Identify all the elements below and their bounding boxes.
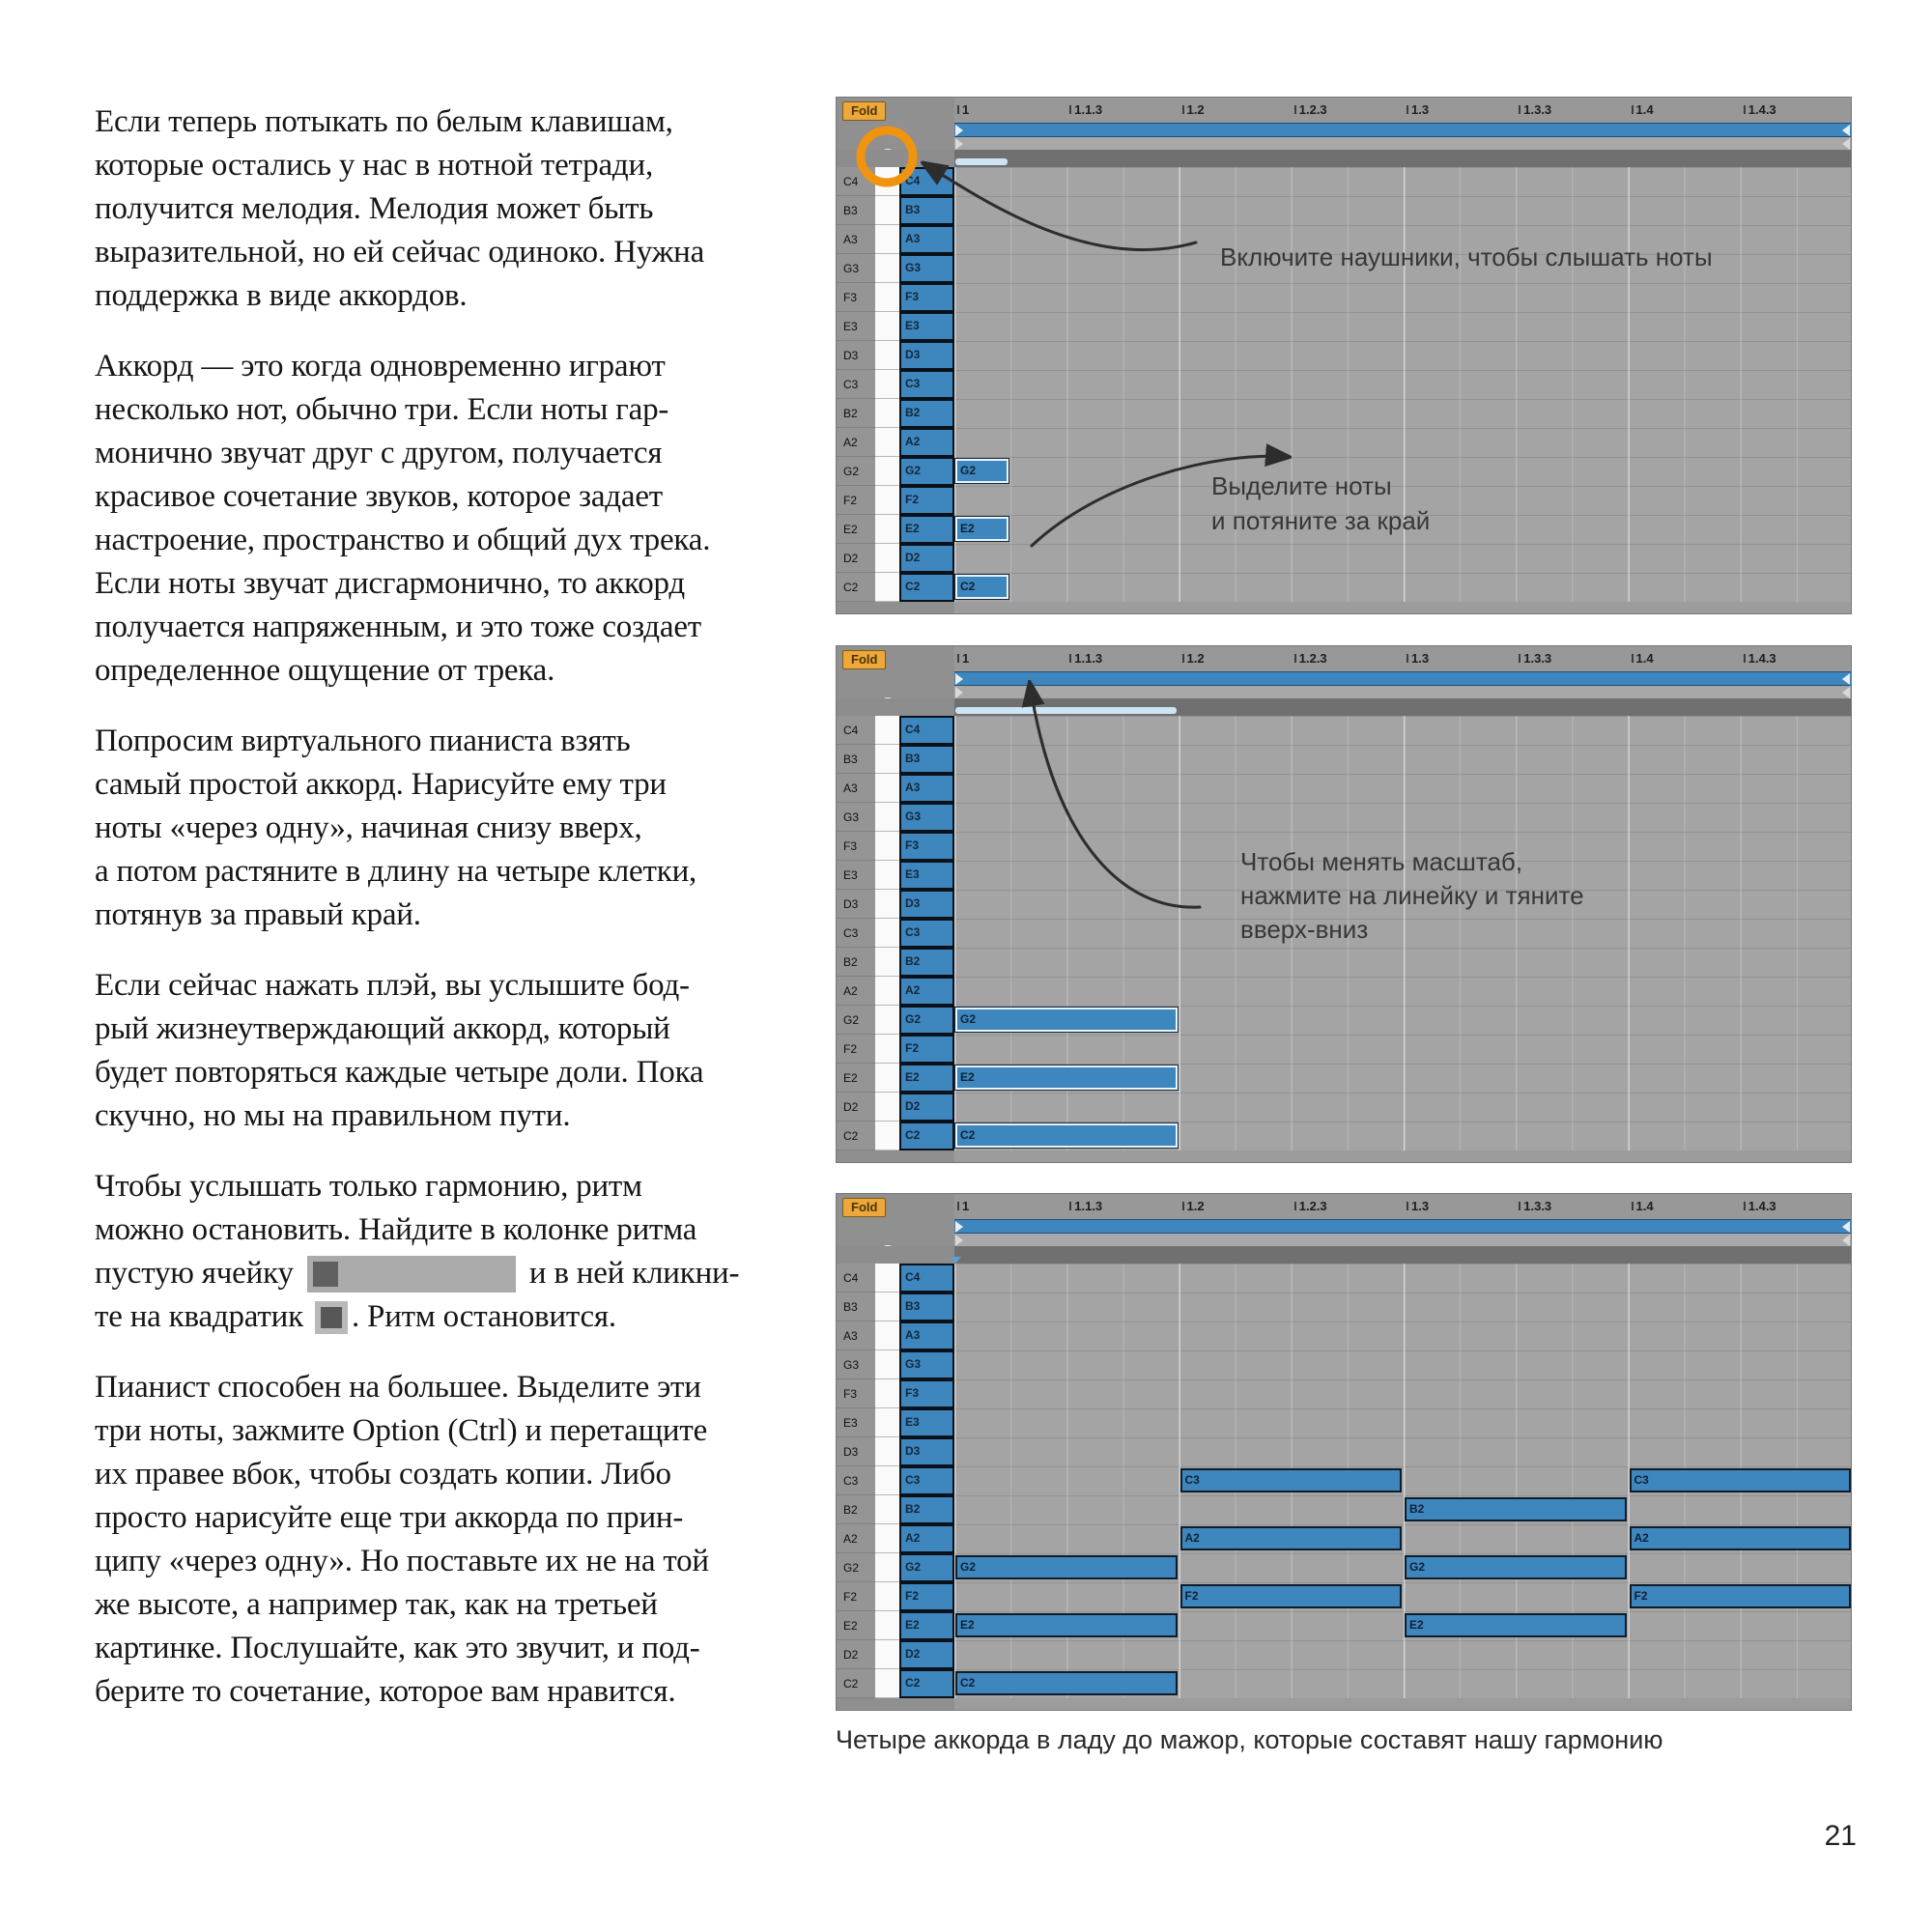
ruler-tick-label: 1.1.3: [1069, 1199, 1102, 1213]
note-row-label: F3: [837, 1379, 875, 1408]
note-row-label: C2: [837, 1122, 875, 1151]
note-row-label: G2: [837, 1006, 875, 1035]
text-line: рый жизнеутверждающий аккорд, который: [95, 1011, 670, 1046]
piano-key[interactable]: [875, 832, 899, 861]
loop-bar[interactable]: [954, 671, 1851, 686]
keyboard-footer: [837, 1151, 954, 1163]
note-row-label: C3: [837, 919, 875, 948]
note-row-label: C2: [837, 1669, 875, 1698]
annotation-line: Чтобы менять масштаб,: [1240, 847, 1523, 876]
ruler-tick-label: 1: [957, 1199, 969, 1213]
text-line: Попросим виртуального пианиста взять: [95, 724, 631, 758]
scrub-corner: [837, 1246, 954, 1264]
insert-marker-icon: [950, 1257, 961, 1264]
scale-note-cell[interactable]: D2: [899, 1640, 954, 1669]
scale-note-cell[interactable]: C3: [899, 370, 954, 399]
piano-key[interactable]: [875, 544, 899, 573]
text-line: Если сейчас нажать плэй, вы услышите бод-: [95, 968, 690, 1003]
keyboard-footer: [837, 602, 954, 614]
note-row-label: D3: [837, 341, 875, 370]
ruler-tick-label: 1.3.3: [1519, 651, 1551, 666]
marker-end-icon: [1842, 138, 1850, 150]
piano-key[interactable]: [875, 399, 899, 428]
scale-note-cell[interactable]: D2: [899, 544, 954, 573]
text-line: получится мелодия. Мелодия может быть: [95, 191, 654, 226]
piano-key[interactable]: [875, 254, 899, 283]
ruler-tick-label: 1.4: [1632, 102, 1654, 117]
fold-button[interactable]: Fold: [842, 650, 886, 669]
screenshot-piano-roll-3: [836, 1193, 1852, 1711]
grid-footer: [954, 602, 1851, 614]
loop-start-handle[interactable]: [955, 1221, 963, 1233]
scale-note-cell[interactable]: C2: [899, 1669, 954, 1698]
note-row-label: D3: [837, 1437, 875, 1466]
loop-bar[interactable]: [954, 1219, 1851, 1234]
paragraph: [95, 100, 790, 318]
text-line: несколько нот, обычно три. Если ноты гар-: [95, 392, 669, 427]
text-segment: те на квадратик: [95, 1299, 311, 1334]
midi-note[interactable]: C2: [955, 1671, 1178, 1695]
piano-key[interactable]: [875, 486, 899, 515]
text-line: поддержка в виде аккордов.: [95, 278, 468, 313]
note-row-label: E2: [837, 1611, 875, 1640]
ruler-tick-label: 1.2: [1182, 1199, 1205, 1213]
midi-note[interactable]: E2: [955, 1065, 1178, 1090]
paragraph: [95, 720, 790, 937]
scale-note-cell[interactable]: F3: [899, 283, 954, 312]
text-line: Аккорд — это когда одновременно играют: [95, 349, 666, 384]
ruler-tick-label: 1.2.3: [1294, 102, 1327, 117]
loop-start-handle[interactable]: [955, 125, 963, 136]
marker-start-icon: [955, 1235, 963, 1246]
scale-note-cell[interactable]: A3: [899, 774, 954, 803]
annotation-stretch-text: [1211, 469, 1430, 538]
stop-square-image: [315, 1301, 348, 1334]
scale-note-cell[interactable]: B3: [899, 745, 954, 774]
beat-ruler[interactable]: [954, 646, 1851, 671]
midi-note[interactable]: G2: [955, 459, 1009, 483]
piano-key[interactable]: [875, 341, 899, 370]
text-line: берите то сочетание, которое вам нравится.: [95, 1674, 676, 1709]
ruler-tick-label: 1.1.3: [1069, 102, 1102, 117]
scale-note-cell[interactable]: B2: [899, 1495, 954, 1524]
piano-key[interactable]: [875, 1064, 899, 1093]
text-line: определенное ощущение от трека.: [95, 653, 555, 688]
midi-note[interactable]: C3: [1180, 1468, 1403, 1492]
midi-note[interactable]: A2: [1630, 1526, 1852, 1550]
piano-key[interactable]: [875, 225, 899, 254]
piano-key[interactable]: [875, 774, 899, 803]
note-row-label: F2: [837, 1582, 875, 1611]
ruler-tick-label: 1.4.3: [1744, 1199, 1776, 1213]
midi-note[interactable]: A2: [1180, 1526, 1403, 1550]
scale-note-cell[interactable]: F3: [899, 832, 954, 861]
piano-key[interactable]: [875, 1437, 899, 1466]
annotation-line: и потяните за край: [1211, 506, 1431, 535]
scale-note-cell[interactable]: E3: [899, 312, 954, 341]
beat-ruler[interactable]: [954, 1194, 1851, 1219]
paragraph: [95, 345, 790, 693]
note-row-label: D3: [837, 890, 875, 919]
text-line: настроение, пространство и общий дух трека.: [95, 523, 711, 557]
piano-key[interactable]: [875, 1035, 899, 1064]
scale-note-cell[interactable]: D3: [899, 890, 954, 919]
note-row-label: E2: [837, 1064, 875, 1093]
scale-note-cell[interactable]: F2: [899, 1035, 954, 1064]
piano-key[interactable]: [875, 573, 899, 602]
scale-note-cell[interactable]: A2: [899, 977, 954, 1006]
piano-key[interactable]: [875, 919, 899, 948]
paragraph: [95, 1366, 790, 1714]
ruler-tick-label: 1: [957, 651, 969, 666]
scale-note-cell[interactable]: F2: [899, 1582, 954, 1611]
loop-end-handle[interactable]: [1842, 673, 1850, 685]
fold-button[interactable]: Fold: [842, 1198, 886, 1217]
midi-note[interactable]: G2: [955, 1008, 1178, 1032]
note-row-label: G3: [837, 1350, 875, 1379]
note-row-label: C3: [837, 1466, 875, 1495]
note-row-label: C2: [837, 573, 875, 602]
page-number: 21: [1824, 1820, 1857, 1852]
ruler-tick-label: 1.2.3: [1294, 651, 1327, 666]
scale-note-cell[interactable]: G3: [899, 1350, 954, 1379]
article-text: [95, 100, 790, 1741]
text-line: а потом растяните в длину на четыре клетки,: [95, 854, 697, 889]
note-row-label: C4: [837, 1264, 875, 1293]
ruler-tick-label: 1.3: [1406, 651, 1429, 666]
note-row-label: E3: [837, 312, 875, 341]
piano-key[interactable]: [875, 977, 899, 1006]
piano-key[interactable]: [875, 745, 899, 774]
ruler-tick-label: 1.4.3: [1744, 102, 1776, 117]
piano-key[interactable]: [875, 1669, 899, 1698]
piano-key[interactable]: [875, 1640, 899, 1669]
annotation-zoom-text: [1240, 845, 1584, 947]
fold-scale-column[interactable]: [899, 1264, 954, 1698]
ruler-tick-label: 1.2.3: [1294, 1199, 1327, 1213]
note-row-label: G2: [837, 457, 875, 486]
marker-end-icon: [1842, 687, 1850, 698]
scale-note-cell[interactable]: C2: [899, 1122, 954, 1151]
piano-key[interactable]: [875, 716, 899, 745]
scale-note-cell[interactable]: G2: [899, 1006, 954, 1035]
note-row-label: C4: [837, 167, 875, 196]
piano-key[interactable]: [875, 861, 899, 890]
rhythm-empty-cell-image: [307, 1256, 516, 1293]
note-row-label: F3: [837, 832, 875, 861]
scrub-area[interactable]: [954, 1246, 1851, 1264]
piano-keys-column[interactable]: [875, 1264, 899, 1698]
grid-footer: [954, 1698, 1851, 1711]
scale-note-cell[interactable]: E2: [899, 515, 954, 544]
piano-keys-column[interactable]: [875, 716, 899, 1151]
text-segment: и в ней кликни-: [521, 1256, 740, 1291]
midi-note[interactable]: E2: [1405, 1613, 1627, 1637]
beat-ruler[interactable]: [954, 98, 1851, 123]
note-row-label: E2: [837, 515, 875, 544]
scale-note-cell[interactable]: E2: [899, 1064, 954, 1093]
note-row-label: D2: [837, 1640, 875, 1669]
screenshot-piano-roll-2: [836, 645, 1852, 1163]
scale-note-cell[interactable]: E3: [899, 861, 954, 890]
scale-note-cell[interactable]: A3: [899, 225, 954, 254]
note-row-label: A2: [837, 1524, 875, 1553]
ruler-tick-label: 1.2: [1182, 102, 1205, 117]
note-name-column: [837, 167, 875, 602]
piano-key[interactable]: [875, 1466, 899, 1495]
scale-note-cell[interactable]: G3: [899, 254, 954, 283]
scale-note-cell[interactable]: A3: [899, 1321, 954, 1350]
piano-key[interactable]: [875, 196, 899, 225]
piano-key[interactable]: [875, 167, 899, 196]
piano-key[interactable]: [875, 1553, 899, 1582]
text-line: ципу «через одну». Но поставьте их не на той: [95, 1544, 709, 1578]
scrub-area[interactable]: [954, 698, 1851, 716]
scale-note-cell[interactable]: A2: [899, 428, 954, 457]
marker-start-icon: [955, 138, 963, 150]
screenshot-piano-roll-1: [836, 97, 1852, 614]
scale-note-cell[interactable]: C3: [899, 919, 954, 948]
figure-caption: Четыре аккорда в ладу до мажор, которые составят нашу гармонию: [836, 1725, 1663, 1754]
paragraph: [95, 1165, 790, 1339]
piano-key[interactable]: [875, 457, 899, 486]
time-selection-bar[interactable]: [955, 707, 1177, 714]
note-row-label: C4: [837, 716, 875, 745]
midi-note[interactable]: E2: [955, 517, 1009, 541]
piano-key[interactable]: [875, 1093, 899, 1122]
ruler-tick-label: 1.3: [1406, 1199, 1429, 1213]
midi-note[interactable]: C2: [955, 575, 1009, 599]
loop-start-handle[interactable]: [955, 673, 963, 685]
midi-note[interactable]: F2: [1180, 1584, 1403, 1608]
text-line: потянув за правый край.: [95, 897, 421, 932]
note-row-label: G2: [837, 1553, 875, 1582]
scale-note-cell[interactable]: B3: [899, 196, 954, 225]
scale-note-cell[interactable]: G3: [899, 803, 954, 832]
note-name-column: [837, 716, 875, 1151]
keyboard-footer: [837, 1698, 954, 1711]
scrub-corner: [837, 698, 954, 716]
text-line: будет повторяться каждые четыре доли. Пока: [95, 1055, 704, 1090]
scale-note-cell[interactable]: C2: [899, 573, 954, 602]
scale-note-cell[interactable]: A2: [899, 1524, 954, 1553]
scale-note-cell[interactable]: F3: [899, 1379, 954, 1408]
text-line: получается напряженным, и это тоже создает: [95, 610, 702, 644]
note-row-label: F2: [837, 1035, 875, 1064]
text-line: которые остались у нас в нотной тетради,: [95, 148, 654, 183]
marker-bar: [954, 137, 1851, 150]
piano-key[interactable]: [875, 1408, 899, 1437]
note-row-label: E3: [837, 1408, 875, 1437]
text-line: [95, 1252, 790, 1295]
time-selection-bar[interactable]: [955, 158, 1008, 165]
text-line: же высоте, а например так, как на третьей: [95, 1587, 658, 1622]
piano-key[interactable]: [875, 283, 899, 312]
marker-bar: [954, 686, 1851, 698]
annotation-line: вверх-вниз: [1240, 915, 1369, 944]
note-row-label: G3: [837, 803, 875, 832]
piano-key[interactable]: [875, 1495, 899, 1524]
annotation-line: нажмите на линейку и тяните: [1240, 881, 1584, 910]
scrub-corner: [837, 150, 954, 167]
note-grid[interactable]: [954, 1264, 1851, 1698]
text-line: ноты «через одну», начиная снизу вверх,: [95, 810, 642, 845]
note-row-label: G3: [837, 254, 875, 283]
midi-note[interactable]: G2: [955, 1555, 1178, 1579]
note-row-label: B3: [837, 745, 875, 774]
scale-note-cell[interactable]: E2: [899, 1611, 954, 1640]
piano-keys-column[interactable]: [875, 167, 899, 602]
note-row-label: A3: [837, 774, 875, 803]
piano-key[interactable]: [875, 428, 899, 457]
piano-key[interactable]: [875, 1524, 899, 1553]
text-line: можно остановить. Найдите в колонке ритма: [95, 1212, 697, 1247]
note-row-label: E3: [837, 861, 875, 890]
fold-scale-column[interactable]: [899, 167, 954, 602]
note-row-label: F2: [837, 486, 875, 515]
text-line: Если ноты звучат дисгармонично, то аккорд: [95, 566, 685, 601]
piano-key[interactable]: [875, 312, 899, 341]
piano-key[interactable]: [875, 803, 899, 832]
annotation-line: Выделите ноты: [1211, 471, 1392, 500]
note-name-column: [837, 1264, 875, 1698]
ruler-tick-label: 1.4.3: [1744, 651, 1776, 666]
fold-button[interactable]: Fold: [842, 101, 886, 121]
text-line: скучно, но мы на правильном пути.: [95, 1098, 571, 1133]
scale-note-cell[interactable]: E3: [899, 1408, 954, 1437]
text-line: картинке. Послушайте, как это звучит, и под-: [95, 1631, 700, 1665]
piano-key[interactable]: [875, 1582, 899, 1611]
scale-note-cell[interactable]: D3: [899, 1437, 954, 1466]
piano-key[interactable]: [875, 1264, 899, 1293]
marker-end-icon: [1842, 1235, 1850, 1246]
piano-key[interactable]: [875, 1293, 899, 1321]
scale-note-cell[interactable]: C4: [899, 716, 954, 745]
scale-note-cell[interactable]: G2: [899, 457, 954, 486]
midi-note[interactable]: G2: [1405, 1555, 1627, 1579]
scale-note-cell[interactable]: B2: [899, 948, 954, 977]
loop-bar[interactable]: [954, 123, 1851, 137]
midi-note[interactable]: E2: [955, 1613, 1178, 1637]
scrub-area[interactable]: [954, 150, 1851, 167]
scale-note-cell[interactable]: C3: [899, 1466, 954, 1495]
scale-note-cell[interactable]: F2: [899, 486, 954, 515]
note-row-label: D2: [837, 544, 875, 573]
annotation-headphones-text: Включите наушники, чтобы слышать ноты: [1220, 242, 1713, 271]
ruler-tick-label: 1.4: [1632, 651, 1654, 666]
piano-key[interactable]: [875, 890, 899, 919]
text-segment: . Ритм остановится.: [351, 1299, 616, 1334]
note-row-label: B2: [837, 1495, 875, 1524]
piano-key[interactable]: [875, 1321, 899, 1350]
note-row-label: D2: [837, 1093, 875, 1122]
text-line: Пианист способен на большее. Выделите эти: [95, 1370, 701, 1405]
note-row-label: B3: [837, 1293, 875, 1321]
midi-note[interactable]: C2: [955, 1123, 1178, 1148]
scale-note-cell[interactable]: G2: [899, 1553, 954, 1582]
note-row-label: A3: [837, 1321, 875, 1350]
text-line: три ноты, зажмите Option (Ctrl) и перетащите: [95, 1413, 708, 1448]
scale-note-cell[interactable]: C4: [899, 1264, 954, 1293]
paragraph: [95, 964, 790, 1138]
note-row-label: A2: [837, 977, 875, 1006]
ruler-tick-label: 1.1.3: [1069, 651, 1102, 666]
text-line: их правее вбок, чтобы создать копии. Либо: [95, 1457, 671, 1492]
piano-key[interactable]: [875, 1350, 899, 1379]
scale-note-cell[interactable]: D3: [899, 341, 954, 370]
text-segment: пустую ячейку: [95, 1256, 301, 1291]
piano-key[interactable]: [875, 515, 899, 544]
fold-scale-column[interactable]: [899, 716, 954, 1151]
loop-end-handle[interactable]: [1842, 125, 1850, 136]
marker-start-icon: [955, 687, 963, 698]
marker-bar: [954, 1234, 1851, 1246]
scale-note-cell[interactable]: C4: [899, 167, 954, 196]
note-row-label: B2: [837, 399, 875, 428]
loop-end-handle[interactable]: [1842, 1221, 1850, 1233]
text-line: красивое сочетание звуков, которое задает: [95, 479, 663, 514]
grid-footer: [954, 1151, 1851, 1163]
text-line: монично звучат друг с другом, получается: [95, 436, 663, 470]
midi-note[interactable]: C3: [1630, 1468, 1852, 1492]
piano-key[interactable]: [875, 1006, 899, 1035]
text-line: выразительной, но ей сейчас одиноко. Нужна: [95, 235, 705, 270]
ruler-tick-label: 1: [957, 102, 969, 117]
note-row-label: B2: [837, 948, 875, 977]
text-line: Если теперь потыкать по белым клавишам,: [95, 104, 673, 139]
note-row-label: B3: [837, 196, 875, 225]
scale-note-cell[interactable]: B3: [899, 1293, 954, 1321]
note-row-label: F3: [837, 283, 875, 312]
piano-key[interactable]: [875, 370, 899, 399]
note-row-label: C3: [837, 370, 875, 399]
ruler-tick-label: 1.2: [1182, 651, 1205, 666]
piano-key[interactable]: [875, 1379, 899, 1408]
piano-key[interactable]: [875, 948, 899, 977]
scale-note-cell[interactable]: D2: [899, 1093, 954, 1122]
ruler-tick-label: 1.3: [1406, 102, 1429, 117]
note-row-label: A3: [837, 225, 875, 254]
piano-key[interactable]: [875, 1611, 899, 1640]
ruler-tick-label: 1.4: [1632, 1199, 1654, 1213]
midi-note[interactable]: F2: [1630, 1584, 1852, 1608]
text-line: просто нарисуйте еще три аккорда по прин-: [95, 1500, 684, 1535]
scale-note-cell[interactable]: B2: [899, 399, 954, 428]
midi-note[interactable]: B2: [1405, 1497, 1627, 1521]
text-line: [95, 1295, 790, 1339]
piano-key[interactable]: [875, 1122, 899, 1151]
ruler-tick-label: 1.3.3: [1519, 1199, 1551, 1213]
text-line: Чтобы услышать только гармонию, ритм: [95, 1169, 642, 1204]
text-line: самый простой аккорд. Нарисуйте ему три: [95, 767, 667, 802]
note-row-label: A2: [837, 428, 875, 457]
ruler-tick-label: 1.3.3: [1519, 102, 1551, 117]
